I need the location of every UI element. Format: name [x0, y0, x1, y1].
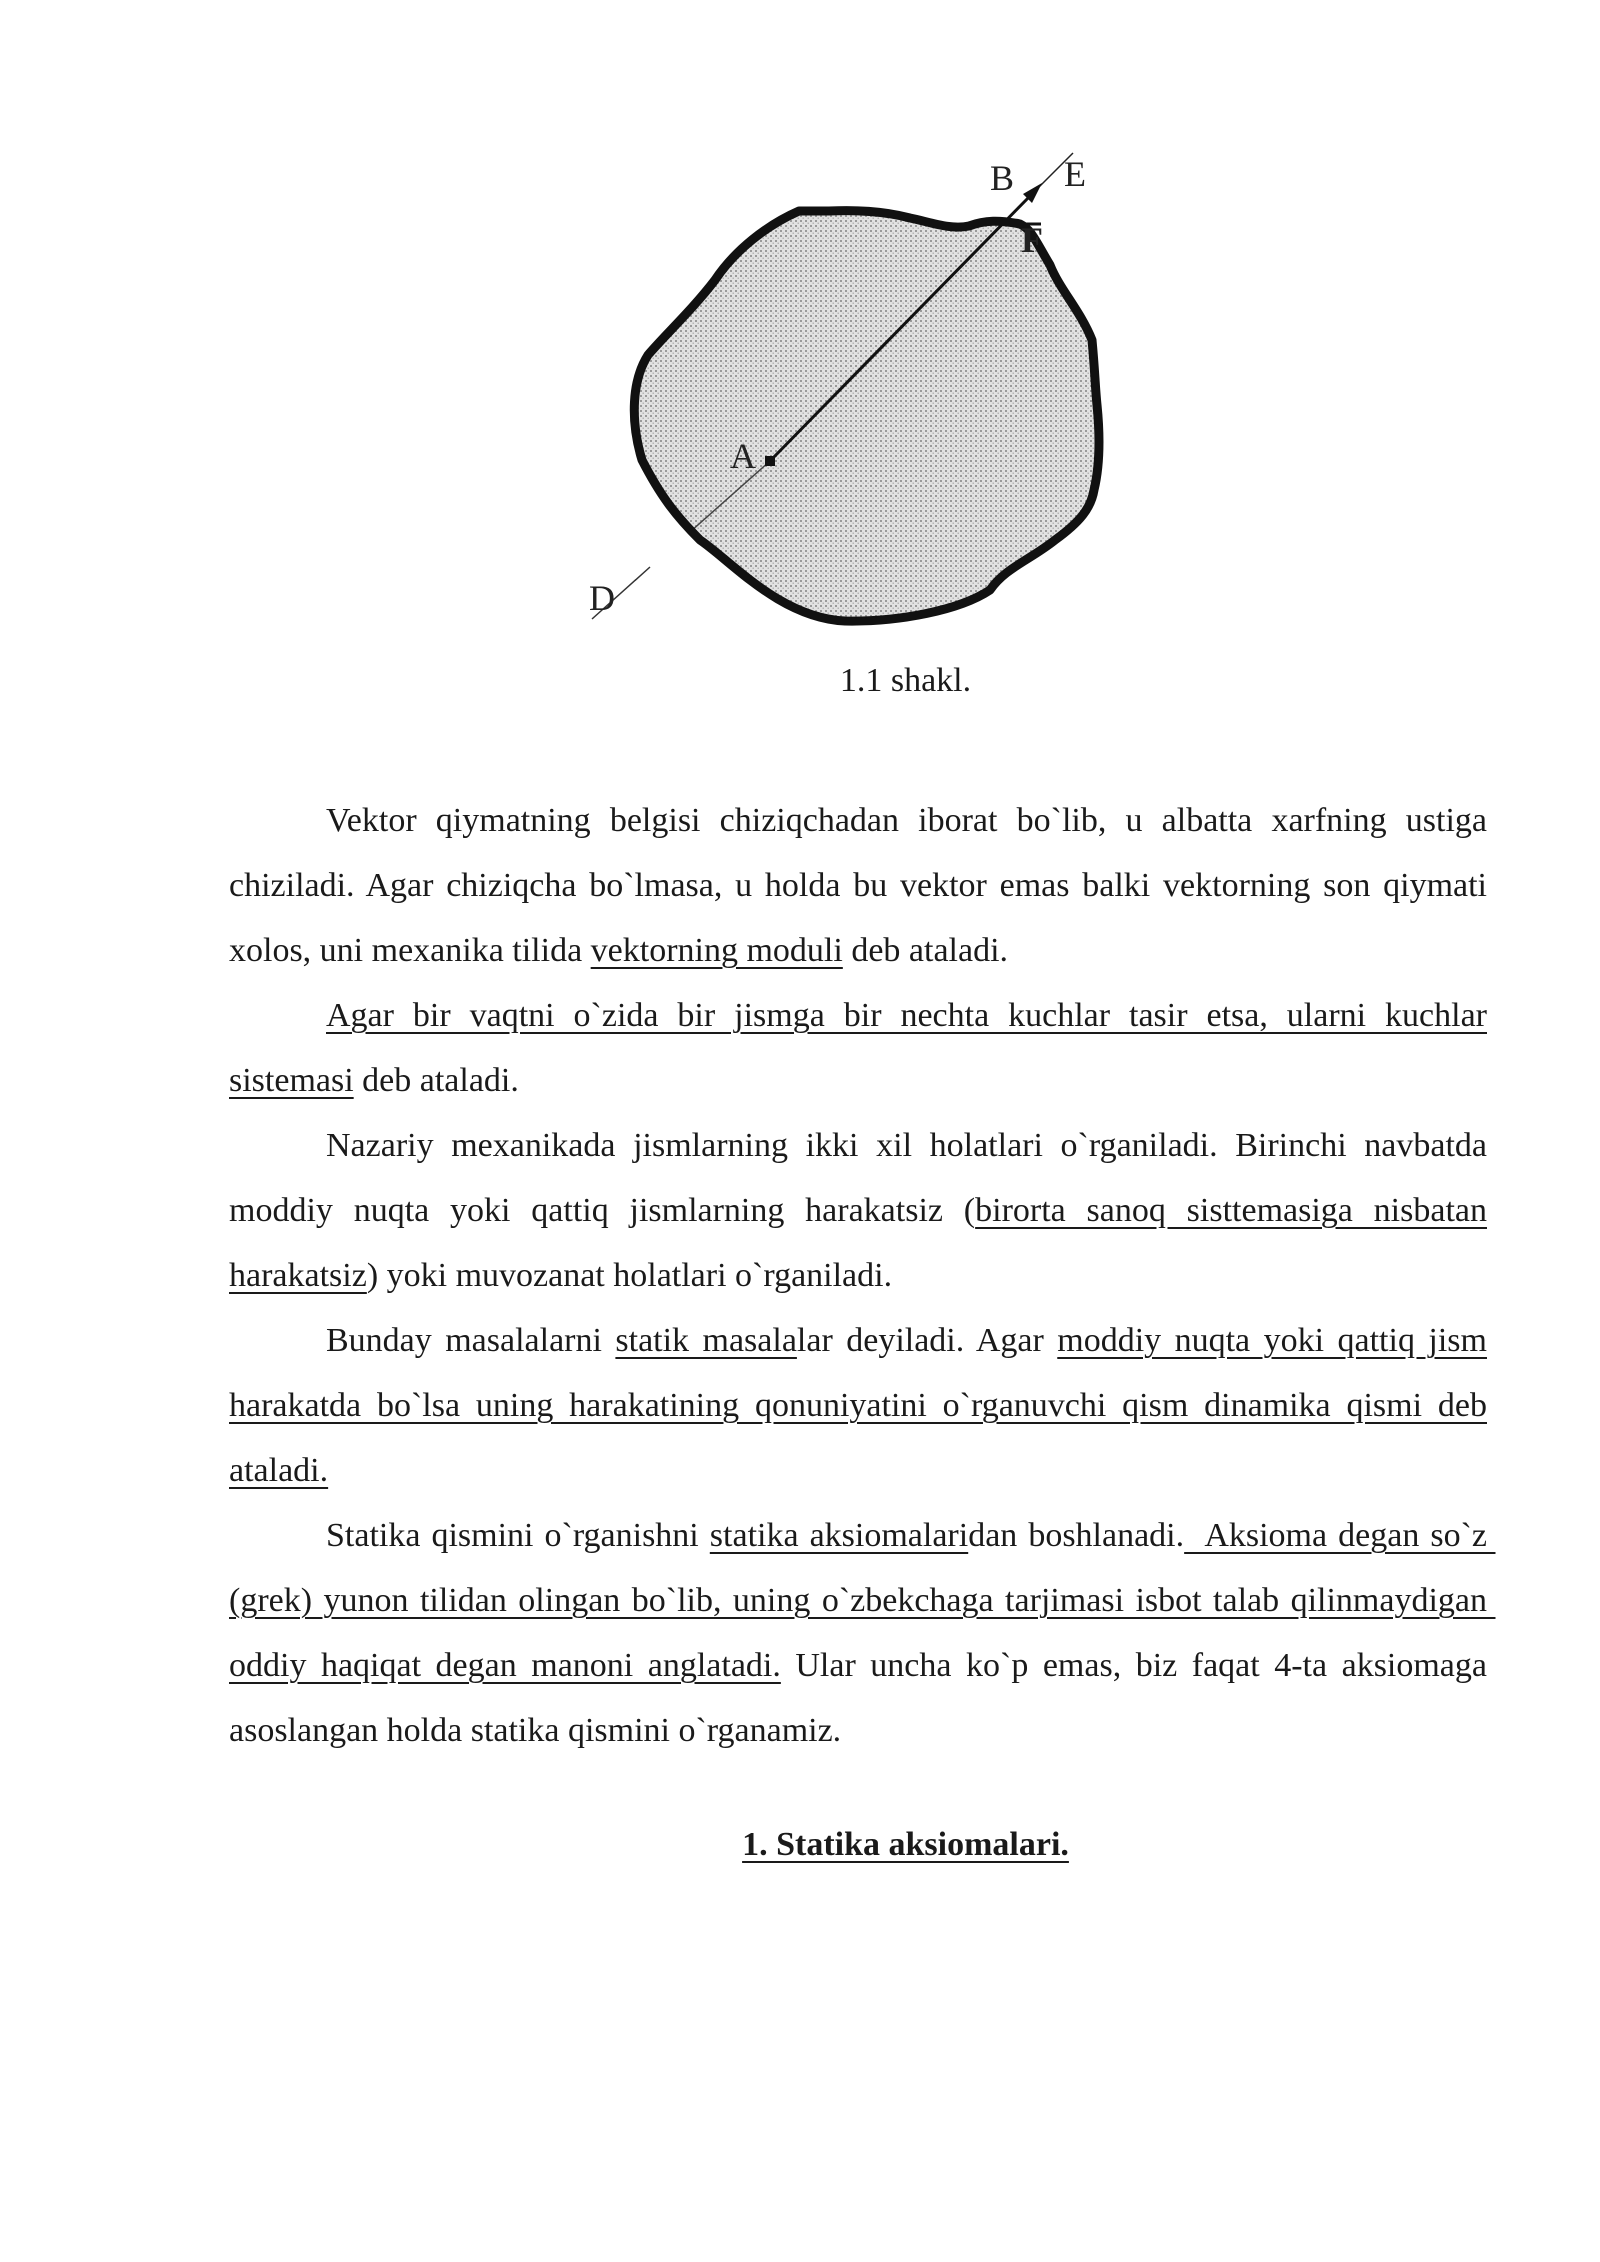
label-f: F [1021, 220, 1043, 260]
paragraph-3 [229, 1113, 1487, 1308]
text-run: deb ataladi. [842, 932, 1009, 969]
text-run: deb ataladi. [353, 1062, 519, 1099]
figure-caption: 1.1 shakl. [839, 662, 972, 699]
label-b: B [990, 158, 1015, 198]
paragraph-2 [229, 983, 1487, 1113]
label-a: A [730, 436, 756, 476]
definition-aksioma: Aksioma degan so`z (grek) yunon tilidan olingan bo`lib, uning o`zbekchaga tarjimasi isbot talab qilinmaydigan oddiy haqiqat degan manoni anglatadi. [229, 1517, 1496, 1684]
text-run: Statika qismini o`rganishni [326, 1517, 710, 1554]
diagram-svg [580, 140, 1140, 640]
term-statik-masala: statik masala [615, 1322, 797, 1359]
term-vektorning-moduli: vektorning moduli [590, 932, 843, 969]
point-a-marker [765, 456, 775, 466]
text-run: dan boshlanadi. [968, 1517, 1185, 1554]
definition-kuchlar-sistemasi: Agar bir vaqtni o`zida bir jismga bir nechta kuchlar tasir etsa, ularni kuchlar sistemasi [229, 997, 1487, 1099]
text-run: lar deyiladi. Agar [796, 1322, 1058, 1359]
paragraph-4 [229, 1308, 1487, 1503]
paragraph-5 [229, 1503, 1496, 1763]
text-run: Vektor qiymatning belgisi chiziqchadan iborat bo`lib, u albatta xarfning ustiga chiziladi. Agar chiziqcha bo`lmasa, u holda bu vektor emas balki vektorning son qiymati xolos, uni mexanika tilida [229, 802, 1487, 969]
section-heading [0, 1826, 1600, 1864]
term-statika-aksiomalari: statika aksiomalari [709, 1517, 969, 1554]
body-force-diagram [580, 140, 1140, 640]
definition-dinamika: moddiy nuqta yoki qattiq jism harakatda bo`lsa uning harakatining qonuniyatini o`rganuvchi qism dinamika qismi deb ataladi. [229, 1322, 1487, 1489]
body-text [229, 788, 1496, 1763]
text-run: ) yoki muvozanat holatlari o`rganiladi. [366, 1257, 893, 1294]
term-sanoq-sistemasi: birorta sanoq sisttemasiga nisbatan harakatsiz [229, 1192, 1487, 1294]
text-run: Nazariy mexanikada jismlarning ikki xil holatlari o`rganiladi. Birinchi navbatda moddiy nuqta yoki qattiq jismlarning harakatsiz ( [229, 1127, 1487, 1229]
section-heading-text: 1. Statika aksiomalari. [742, 1826, 1069, 1863]
text-run: Bunday masalalarni [326, 1322, 616, 1359]
paragraph-1 [229, 788, 1487, 983]
text-run: Ular uncha ko`p emas, biz faqat 4-ta aksiomaga asoslangan holda statika qismini o`rganamiz. [229, 1647, 1487, 1749]
label-e: E [1064, 154, 1086, 194]
label-d: D [589, 578, 615, 618]
